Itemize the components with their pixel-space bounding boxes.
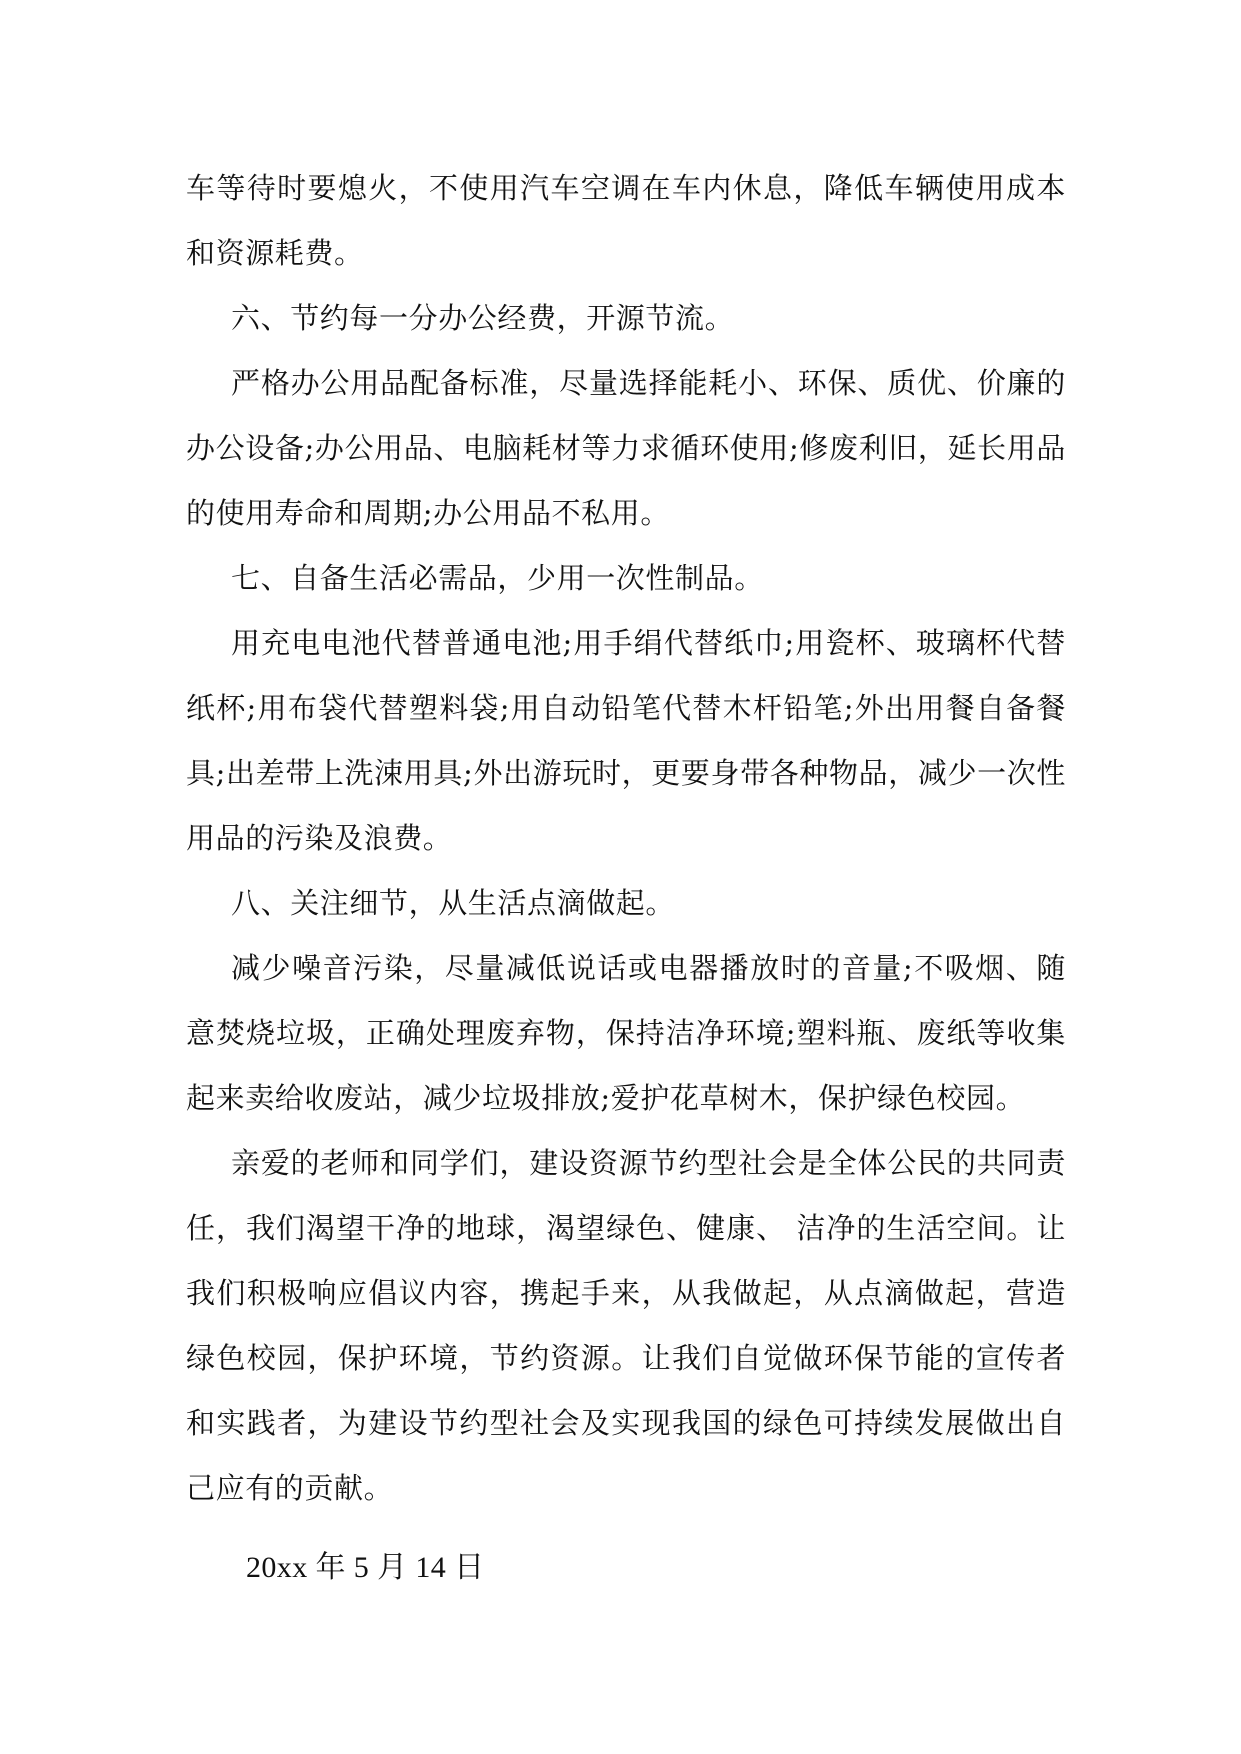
paragraph-disposables: 用充电电池代替普通电池;用手绢代替纸巾;用瓷杯、玻璃杯代替纸杯;用布袋代替塑料袋;用自动铅笔代替木杆铅笔;外出用餐自备餐具;出差带上洗涑用具;外出游玩时，更要身带各种物品，减少一次性用品的污染及浪费。 [186, 626, 1066, 855]
document-date: 20xx 年 5 月 14 日 [246, 1551, 485, 1584]
paragraph-office-supplies: 严格办公用品配备标准，尽量选择能耗小、环保、质优、价廉的办公设备;办公用品、电脑耗材等力求循环使用;修废利旧，延长用品的使用寿命和周期;办公用品不私用。 [186, 366, 1066, 530]
section-heading-seven: 七、自备生活必需品，少用一次性制品。 [231, 561, 764, 595]
paragraph-daily-details: 减少噪音污染，尽量减低说话或电器播放时的音量;不吸烟、随意焚烧垃圾，正确处理废弃物，保持洁净环境;塑料瓶、废纸等收集起来卖给收废站，减少垃圾排放;爱护花草树木，保护绿色校园。 [186, 951, 1066, 1115]
section-heading-eight: 八、关注细节，从生活点滴做起。 [231, 886, 676, 920]
document-body [186, 156, 1066, 1600]
section-heading-six: 六、节约每一分办公经费，开源节流。 [231, 301, 735, 335]
paragraph-closing-appeal: 亲爱的老师和同学们，建设资源节约型社会是全体公民的共同责任，我们渴望干净的地球，渴望绿色、健康、 洁净的生活空间。让我们积极响应倡议内容，携起手来，从我做起，从点滴做起，营造绿色校园，保护环境，节约资源。让我们自觉做环保节能的宣传者和实践者，为建设节约型社会及实现我国的绿色可持续发展做出自己应有的贡献。 [186, 1146, 1066, 1505]
paragraph-vehicle-idling: 车等待时要熄火，不使用汽车空调在车内休息，降低车辆使用成本和资源耗费。 [186, 171, 1066, 270]
